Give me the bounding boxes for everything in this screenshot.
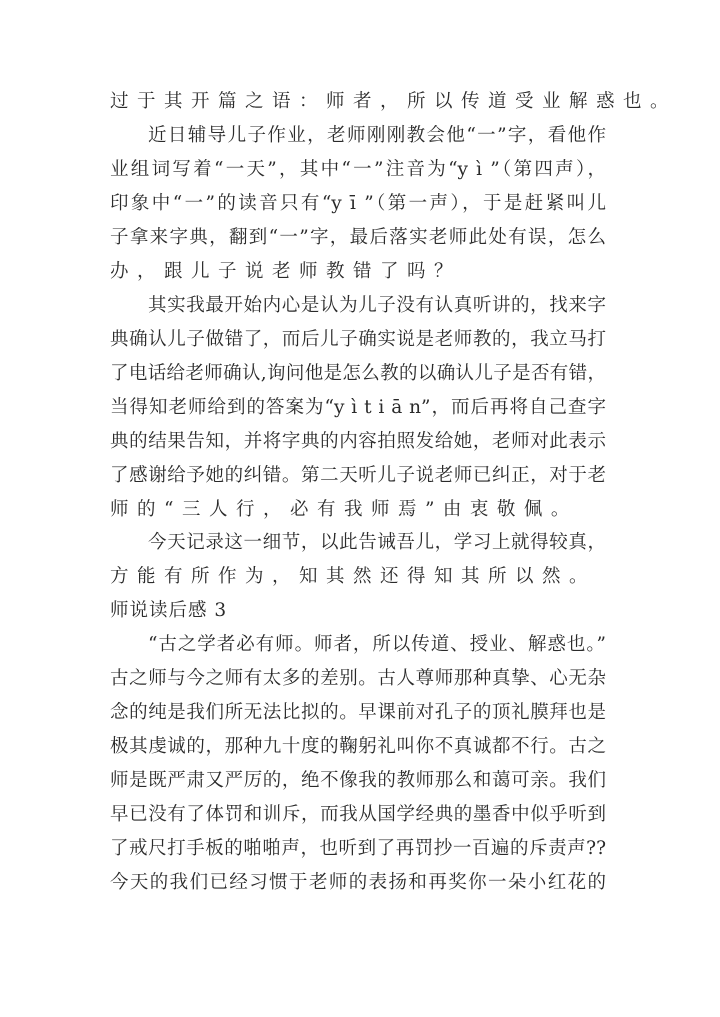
text-line: “古之学者必有师。师者，所以传道、授业、解惑也。” (148, 634, 606, 656)
text-line: 古之师与今之师有太多的差别。古人尊师那种真挚、心无杂 (110, 668, 606, 690)
text-line: 师的“三人行，必有我师焉”由衷敬佩。 (110, 498, 578, 520)
text-line: 师是既严肃又严厉的，绝不像我的教师那么和蔼可亲。我们 (110, 770, 606, 792)
text-line: 办，跟儿子说老师教错了吗？ (110, 260, 462, 282)
text-line: 极其虔诚的，那种九十度的鞠躬礼叫你不真诚都不行。古之 (110, 736, 606, 758)
text-line: 了电话给老师确认,询问他是怎么教的以确认儿子是否有错， (110, 362, 606, 384)
text-line: 印象中“一”的读音只有“y ī ”（第一声），于是赶紧叫儿 (110, 192, 606, 214)
text-line: 今天记录这一细节，以此告诫吾儿，学习上就得较真， (148, 532, 606, 554)
text-line: 典的结果告知，并将字典的内容拍照发给她，老师对此表示 (110, 430, 606, 452)
text-line: 近日辅导儿子作业，老师刚刚教会他“一”字，看他作 (148, 124, 606, 146)
text-line: 当得知老师给到的答案为“y ì t i ā n”，而后再将自己查字 (110, 396, 606, 418)
text-line: 业组词写着“一天”，其中“一”注音为“y ì ”（第四声）， (110, 158, 606, 180)
section-heading: 师说读后感 3 (110, 600, 228, 622)
text-line: 早已没有了体罚和训斥，而我从国学经典的墨香中似乎听到 (110, 804, 606, 826)
text-line: 其实我最开始内心是认为儿子没有认真听讲的，找来字 (148, 294, 606, 316)
text-line: 子拿来字典，翻到“一”字，最后落实老师此处有误，怎么 (110, 226, 606, 248)
text-line: 过于其开篇之语：师者，所以传道受业解惑也。 (110, 91, 678, 112)
text-line: 典确认儿子做错了，而后儿子确实说是老师教的，我立马打 (110, 328, 606, 350)
text-line: 今天的我们已经习惯于老师的表扬和再奖你一朵小红花的 (110, 872, 606, 894)
text-line: 方能有所作为，知其然还得知其所以然。 (110, 566, 597, 588)
text-line: 了戒尺打手板的啪啪声，也听到了再罚抄一百遍的斥责声?? (110, 838, 606, 860)
text-line: 了感谢给予她的纠错。第二天听儿子说老师已纠正，对于老 (110, 464, 606, 486)
text-line: 念的纯是我们所无法比拟的。早课前对孔子的顶礼膜拜也是 (110, 702, 606, 724)
